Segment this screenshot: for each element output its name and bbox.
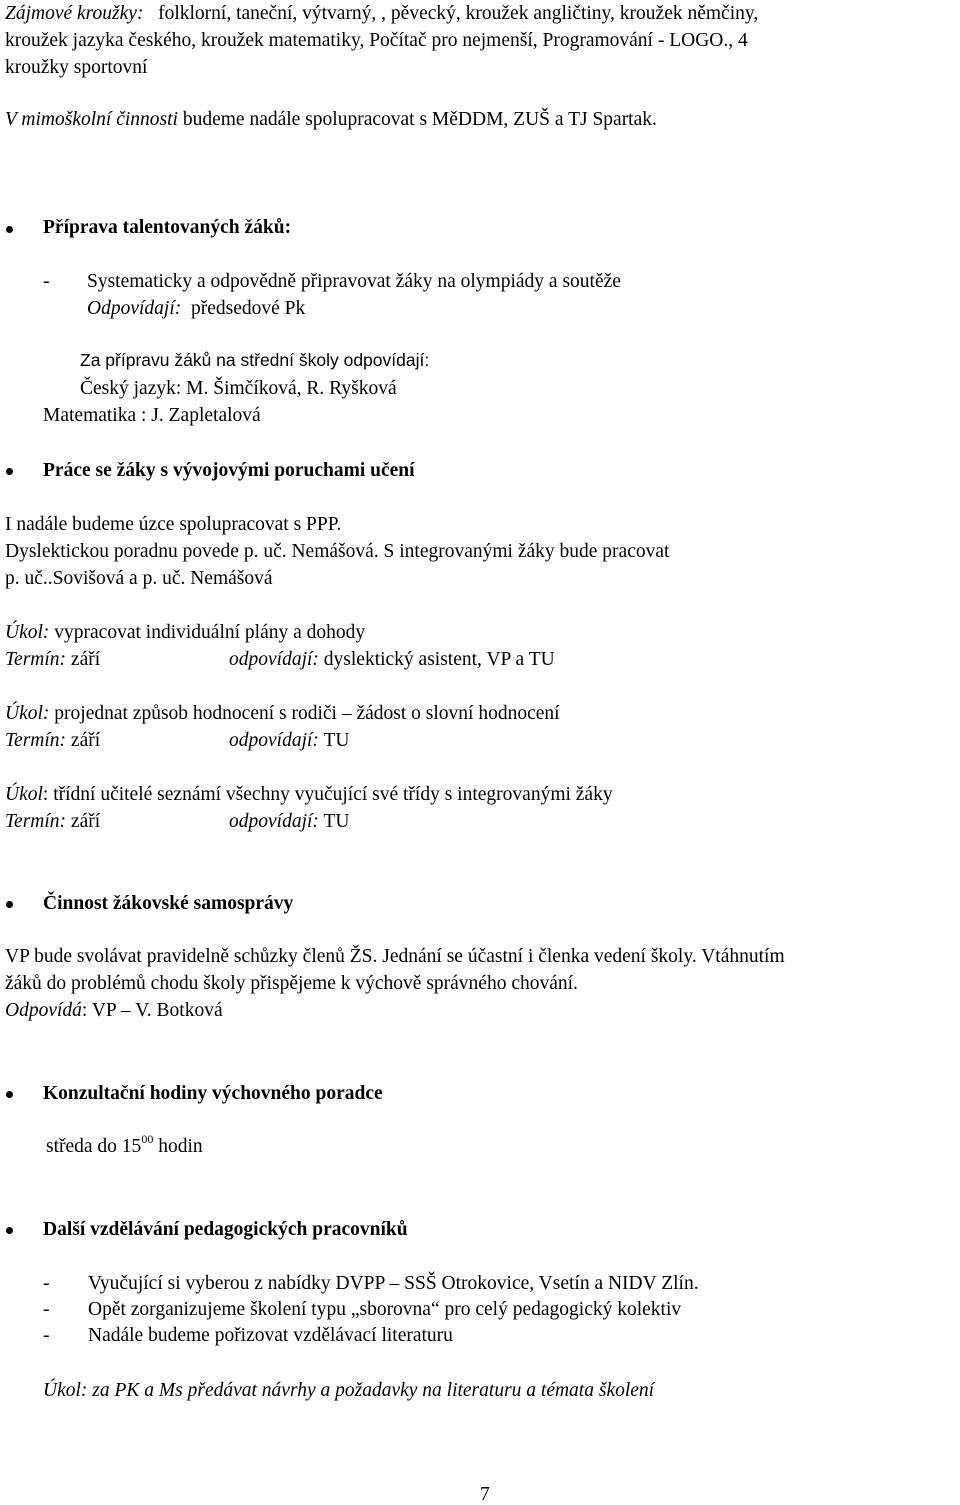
page-number: 7	[480, 1484, 490, 1505]
talent-dash: -	[43, 271, 50, 292]
krouzky-line-1	[5, 4, 758, 24]
task-ukol-label: Úkol:	[5, 703, 50, 724]
samosprava-line-2: žáků do problémů chodu školy přispějeme k výchově správného chování.	[5, 973, 578, 994]
krouzky-label: Zájmové kroužky:	[5, 3, 144, 24]
samosprava-resp-text: : VP – V. Botková	[81, 1000, 223, 1021]
task-odp-value: dyslektický asistent, VP a TU	[323, 649, 555, 670]
task-1-odp	[229, 650, 555, 670]
mimoskolni-text: budeme nadále spolupracovat s MěDDM, ZUŠ a TJ Spartak.	[182, 109, 657, 130]
task-ukol-text: : třídní učitelé seznámí všechny vyučující své třídy s integrovanými žáky	[42, 784, 613, 805]
vzdelavani-dash: -	[43, 1299, 50, 1320]
vzdelavani-item-3: Nadále budeme pořizovat vzdělávací literaturu	[88, 1325, 453, 1346]
konzultace-time	[46, 1132, 203, 1157]
konzultace-sup: 00	[141, 1132, 154, 1146]
vzdelavani-heading: Další vzdělávání pedagogických pracovníků	[43, 1219, 408, 1240]
task-ukol-text: projednat způsob hodnocení s rodiči – žádost o slovní hodnocení	[54, 703, 560, 724]
bullet-icon	[6, 1227, 13, 1234]
task-termin-value: září	[70, 649, 101, 670]
talent-heading: Příprava talentovaných žáků:	[43, 217, 292, 238]
task-termin-label: Termín:	[5, 649, 67, 670]
krouzky-line-2: kroužek jazyka českého, kroužek matematiky, Počítač pro nejmenší, Programování - LOGO., 4	[5, 30, 748, 51]
bullet-icon	[6, 468, 13, 475]
samosprava-line-1: VP bude svolávat pravidelně schůzky členů ŽS. Jednání se účastní i členka vedení školy. Vtáhnutím	[5, 946, 785, 967]
task-2-odp	[229, 731, 349, 751]
mimoskolni-line	[5, 110, 657, 130]
samosprava-resp	[5, 1001, 223, 1021]
konzultace-heading: Konzultační hodiny výchovného poradce	[43, 1083, 383, 1104]
samosprava-heading: Činnost žákovské samosprávy	[43, 893, 294, 914]
task-3-ukol	[5, 785, 613, 805]
task-odp-label: odpovídají:	[229, 649, 319, 670]
task-odp-value: TU	[323, 811, 350, 832]
talent-resp-text: předsedové Pk	[190, 298, 306, 319]
task-3-odp	[229, 812, 349, 832]
task-ukol-text: vypracovat individuální plány a dohody	[54, 622, 366, 643]
talent-item: Systematicky a odpovědně připravovat žáky na olympiády a soutěže	[87, 271, 621, 292]
bullet-icon	[6, 1091, 13, 1098]
task-termin-value: září	[70, 730, 101, 751]
task-1-termin	[5, 650, 100, 670]
task-ukol-label: Úkol:	[5, 622, 50, 643]
vpu-heading: Práce se žáky s vývojovými poruchami učení	[43, 460, 415, 481]
bullet-icon	[6, 901, 13, 908]
talent-resp	[87, 299, 305, 319]
task-odp-value: TU	[323, 730, 350, 751]
vpu-line-2: Dyslektickou poradnu povede p. uč. Nemášová. S integrovanými žáky bude pracovat	[5, 541, 670, 562]
task-termin-value: září	[70, 811, 101, 832]
prep-mat: Matematika : J. Zapletalová	[43, 405, 261, 426]
vzdelavani-dash: -	[43, 1325, 50, 1346]
vzdelavani-ukol: Úkol: za PK a Ms předávat návrhy a požadavky na literaturu a témata školení	[43, 1380, 655, 1401]
vpu-line-1: I nadále budeme úzce spolupracovat s PPP.	[5, 514, 342, 535]
vpu-line-3: p. uč..Sovišová a p. uč. Nemášová	[5, 568, 273, 589]
bullet-icon	[6, 226, 13, 233]
samosprava-resp-label: Odpovídá	[5, 1000, 82, 1021]
task-odp-label: odpovídají:	[229, 730, 319, 751]
task-ukol-label: Úkol	[5, 784, 43, 805]
task-termin-label: Termín:	[5, 730, 67, 751]
task-odp-label: odpovídají:	[229, 811, 319, 832]
krouzky-line-3: kroužky sportovní	[5, 57, 148, 78]
task-1-ukol	[5, 623, 365, 643]
mimoskolni-label: V mimoškolní činnosti	[5, 109, 178, 130]
vzdelavani-item-2: Opět zorganizujeme školení typu „sborovna“ pro celý pedagogický kolektiv	[88, 1299, 682, 1320]
konzultace-rest: hodin	[158, 1136, 203, 1157]
task-termin-label: Termín:	[5, 811, 67, 832]
task-3-termin	[5, 812, 100, 832]
talent-resp-label: Odpovídají:	[87, 298, 182, 319]
konzultace-day: středa do 15	[46, 1136, 142, 1157]
task-2-termin	[5, 731, 100, 751]
vzdelavani-item-1: Vyučující si vyberou z nabídky DVPP – SSŠ Otrokovice, Vsetín a NIDV Zlín.	[88, 1273, 699, 1294]
vzdelavani-dash: -	[43, 1273, 50, 1294]
prep-title: Za přípravu žáků na střední školy odpovídají:	[80, 350, 430, 370]
task-2-ukol	[5, 704, 560, 724]
krouzky-text: folklorní, taneční, výtvarný, , pěvecký, kroužek angličtiny, kroužek němčiny,	[158, 3, 759, 24]
prep-cj: Český jazyk: M. Šimčíková, R. Ryšková	[80, 378, 397, 399]
